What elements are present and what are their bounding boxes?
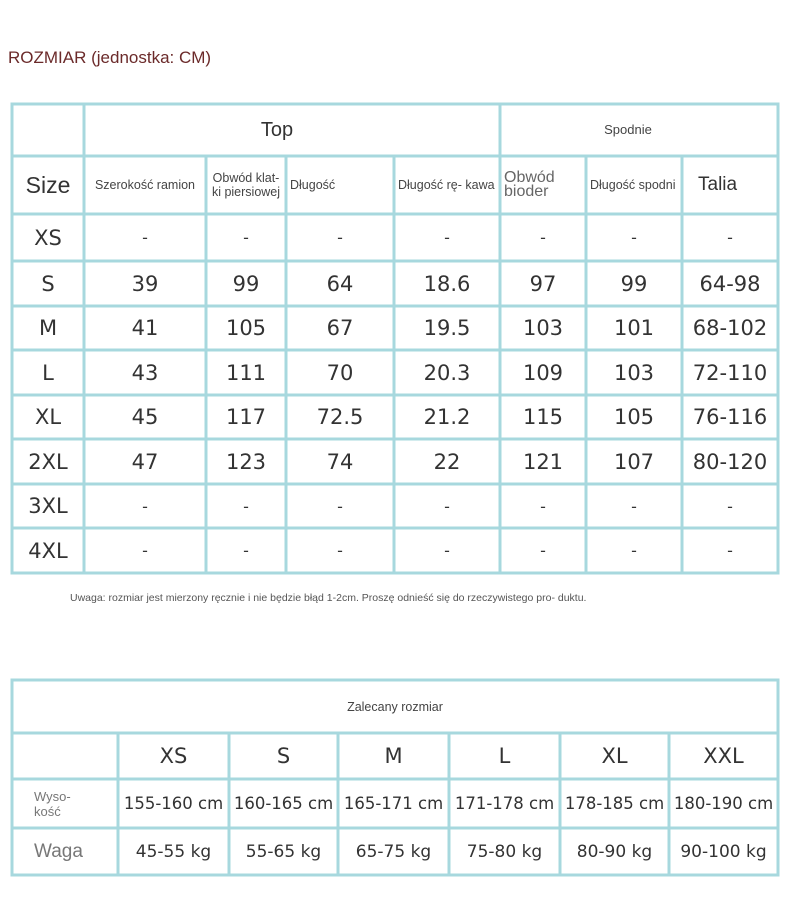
table-cell: - xyxy=(142,541,148,560)
table-cell: 19.5 xyxy=(423,316,471,340)
recommend-size-header: XS xyxy=(159,744,188,768)
recommend-title: Zalecany rozmiar xyxy=(347,699,443,714)
table-cell: 67 xyxy=(326,316,354,340)
column-header: Talia xyxy=(698,174,738,195)
table-cell: - xyxy=(631,228,637,247)
table-cell: 41 xyxy=(131,316,159,340)
recommend-height-cell: 165-171 cm xyxy=(343,794,444,813)
group-pants-header: Spodnie xyxy=(604,122,652,137)
table-cell: 115 xyxy=(522,405,564,429)
column-header: Obwód bioder xyxy=(504,169,555,200)
table-cell: - xyxy=(631,541,637,560)
table-cell: - xyxy=(243,228,249,247)
column-header: Szerokość ramion xyxy=(94,178,196,192)
recommend-height-cell: 180-190 cm xyxy=(673,794,774,813)
column-header: Długość rę- kawa xyxy=(398,178,495,192)
table-cell: 64-98 xyxy=(699,271,761,296)
size-label: M xyxy=(38,316,58,340)
height-row-label: Wyso- kość xyxy=(34,788,71,819)
table-cell: 101 xyxy=(613,316,655,340)
table-cell: 99 xyxy=(620,271,648,296)
size-column-header: Size xyxy=(25,171,71,198)
table-cell: - xyxy=(540,228,546,247)
table-cell: 22 xyxy=(433,449,461,474)
column-header: Długość spodni xyxy=(590,178,676,192)
table-cell: 74 xyxy=(326,449,354,474)
table-cell: 117 xyxy=(225,405,267,429)
table-cell: 39 xyxy=(131,271,159,296)
table-cell: 111 xyxy=(225,360,267,385)
table-cell: - xyxy=(337,228,343,247)
table-cell: - xyxy=(631,496,637,516)
recommend-size-header: XL xyxy=(601,744,628,768)
table-cell: - xyxy=(444,496,450,516)
size-label: S xyxy=(41,271,55,296)
page-title: ROZMIAR (jednostka: CM) xyxy=(8,48,212,67)
table-cell: 80-120 xyxy=(692,449,768,474)
table-cell: - xyxy=(243,496,249,516)
table-cell: 72-110 xyxy=(692,360,768,385)
group-top-header: Top xyxy=(260,118,294,141)
recommend-weight-cell: 65-75 kg xyxy=(355,841,432,862)
table-cell: 18.6 xyxy=(423,271,471,296)
table-cell: - xyxy=(243,541,249,560)
table-cell: 103 xyxy=(613,360,655,385)
table-cell: 97 xyxy=(529,271,557,296)
table-cell: 99 xyxy=(232,271,260,296)
measurement-note: Uwaga: rozmiar jest mierzony ręcznie i nie będzie błąd 1-2cm. Proszę odnieść się do rzeczywistego pro- duktu. xyxy=(70,592,587,604)
recommend-weight-cell: 75-80 kg xyxy=(466,841,543,862)
table-cell: - xyxy=(337,496,343,516)
table-cell: - xyxy=(727,496,733,516)
table-cell: 109 xyxy=(522,360,564,385)
table-cell: 43 xyxy=(131,360,159,385)
recommend-weight-cell: 90-100 kg xyxy=(680,841,767,862)
recommend-weight-cell: 80-90 kg xyxy=(576,841,653,862)
size-label: L xyxy=(42,360,54,385)
recommend-size-header: L xyxy=(498,744,511,768)
table-cell: - xyxy=(540,496,546,516)
table-cell: - xyxy=(727,541,733,560)
table-cell: 107 xyxy=(613,449,655,474)
recommend-height-cell: 178-185 cm xyxy=(564,794,665,813)
table-cell: 64 xyxy=(326,271,354,296)
size-label: XL xyxy=(34,405,62,429)
table-cell: 72.5 xyxy=(316,405,364,429)
table-cell: 123 xyxy=(225,449,267,474)
table-cell: - xyxy=(142,496,148,516)
recommend-height-cell: 155-160 cm xyxy=(123,794,224,813)
table-cell: 105 xyxy=(225,316,267,340)
recommend-height-cell: 160-165 cm xyxy=(233,794,334,813)
table-cell: 45 xyxy=(131,405,159,429)
table-cell: - xyxy=(337,541,343,560)
table-cell: - xyxy=(444,541,450,560)
recommend-size-header: XXL xyxy=(703,744,744,768)
size-label: XS xyxy=(34,225,62,250)
table-cell: 103 xyxy=(522,316,564,340)
table-cell: 68-102 xyxy=(692,316,768,340)
table-cell: 20.3 xyxy=(423,360,471,385)
table-cell: - xyxy=(727,228,733,247)
table-cell: 121 xyxy=(522,449,564,474)
size-label: 2XL xyxy=(28,449,68,474)
weight-row-label: Waga xyxy=(34,840,83,862)
table-cell: 21.2 xyxy=(423,405,471,429)
table-cell: - xyxy=(142,228,148,247)
recommend-weight-cell: 55-65 kg xyxy=(245,841,322,862)
recommend-height-cell: 171-178 cm xyxy=(454,794,555,813)
size-label: 3XL xyxy=(28,494,68,518)
column-header: Obwód klat- ki piersiowej xyxy=(211,171,281,199)
recommend-size-header: M xyxy=(384,744,403,768)
recommend-weight-cell: 45-55 kg xyxy=(135,841,212,862)
table-cell: - xyxy=(444,228,450,247)
table-cell: - xyxy=(540,541,546,560)
column-header: Długość xyxy=(290,178,336,192)
table-cell: 105 xyxy=(613,405,655,429)
size-label: 4XL xyxy=(28,538,68,563)
table-cell: 70 xyxy=(326,360,354,385)
table-cell: 47 xyxy=(131,449,159,474)
recommend-size-header: S xyxy=(276,744,291,768)
table-cell: 76-116 xyxy=(692,405,768,429)
